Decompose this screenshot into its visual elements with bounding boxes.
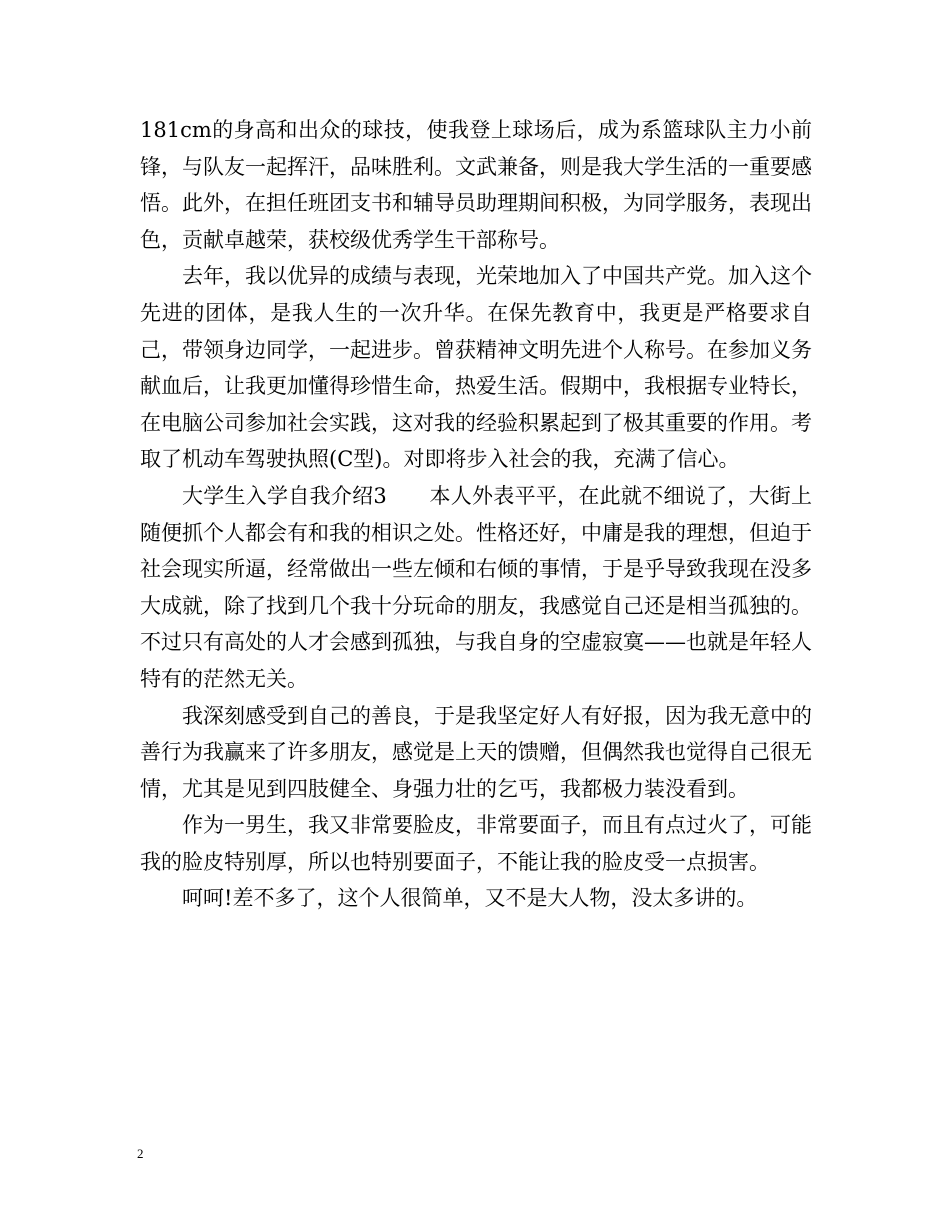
paragraph-2: 去年，我以优异的成绩与表现，光荣地加入了中国共产党。加入这个先进的团体，是我人生的一次升华。在保先教育中，我更是严格要求自己，带领身边同学，一起进步。曾获精神文明先进个人称号。在参加义务献血后，让我更加懂得珍惜生命，热爱生活。假期中，我根据专业特长，在电脑公司参加社会实践，这对我的经验积累起到了极其重要的作用。考取了机动车驾驶执照(C型)。对即将步入社会的我，充满了信心。	[140, 264, 812, 472]
paragraph-5: 作为一男生，我又非常要脸皮，非常要面子，而且有点过火了，可能我的脸皮特别厚，所以也特别要面子，不能让我的脸皮受一点损害。	[140, 813, 812, 874]
page-number: 2	[137, 1146, 144, 1161]
paragraph-1: 181cm的身高和出众的球技，使我登上球场后，成为系篮球队主力小前锋，与队友一起挥汗，品味胜利。文武兼备，则是我大学生活的一重要感悟。此外，在担任班团支书和辅导员助理期间积极，为同学服务，表现出色，贡献卓越荣，获校级优秀学生干部称号。	[140, 118, 812, 252]
paragraph-3: 大学生入学自我介绍3 本人外表平平，在此就不细说了，大街上随便抓个人都会有和我的相识之处。性格还好，中庸是我的理想，但迫于社会现实所逼，经常做出一些左倾和右倾的事情，于是乎导致我现在没多大成就，除了找到几个我十分玩命的朋友，我感觉自己还是相当孤独的。不过只有高处的人才会感到孤独，与我自身的空虚寂寞——也就是年轻人特有的茫然无关。	[140, 483, 812, 691]
document-body	[140, 112, 812, 917]
paragraph-6: 呵呵!差不多了，这个人很简单，又不是大人物，没太多讲的。	[182, 886, 758, 911]
paragraph-4: 我深刻感受到自己的善良，于是我坚定好人有好报，因为我无意中的善行为我赢来了许多朋友，感觉是上天的馈赠，但偶然我也觉得自己很无情，尤其是见到四肢健全、身强力壮的乞丐，我都极力装没看到。	[140, 703, 812, 801]
